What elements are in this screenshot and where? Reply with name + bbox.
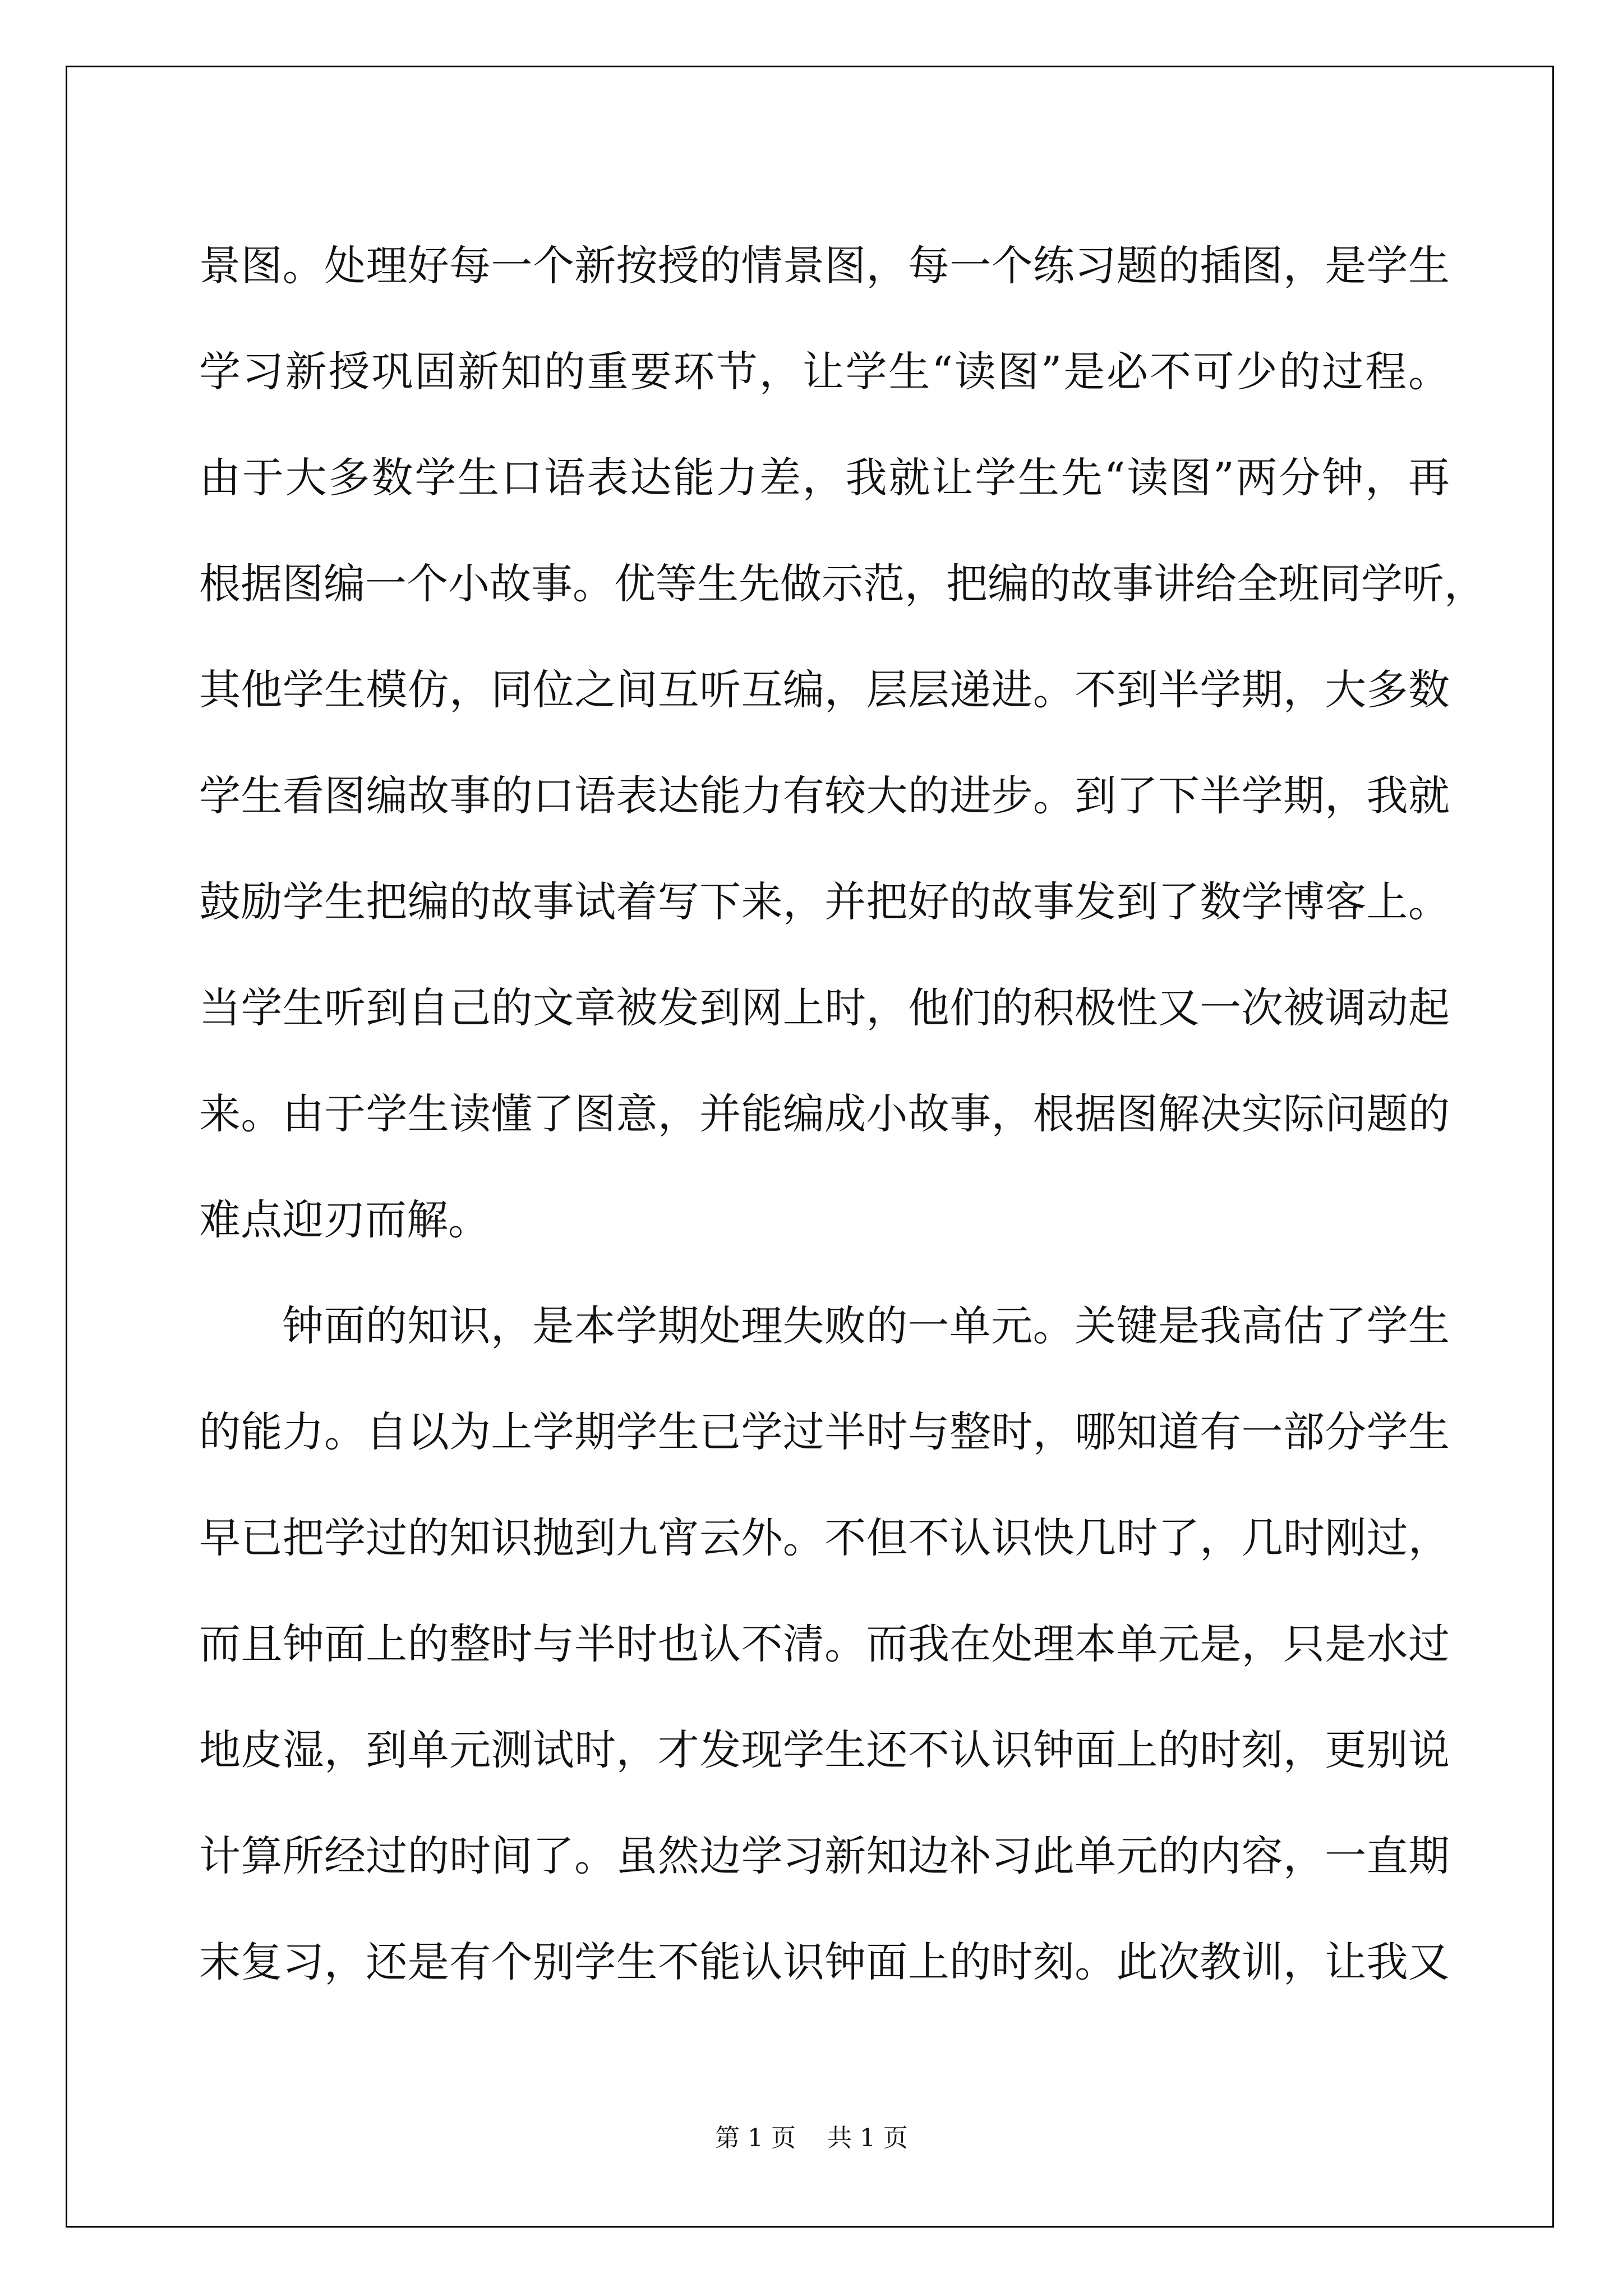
text-line: 景图。处理好每一个新按授的情景图，每一个练习题的插图，是学生: [199, 242, 1450, 290]
text-line: 由于大多数学生口语表达能力差，我就让学生先“读图”两分钟，再: [199, 454, 1450, 502]
paragraph-first-line: 钟面的知识，是本学期处理失败的一单元。关键是我高估了学生: [282, 1302, 1450, 1350]
text-line: 计算所经过的时间了。虽然边学习新知边补习此单元的内容，一直期: [199, 1832, 1450, 1880]
text-line: 学生看图编故事的口语表达能力有较大的进步。到了下半学期，我就: [199, 772, 1450, 820]
text-line: 当学生听到自己的文章被发到网上时，他们的积极性又一次被调动起: [199, 984, 1450, 1032]
document-body: [199, 213, 1486, 2016]
text-line: 早已把学过的知识抛到九宵云外。不但不认识快几时了，几时刚过，: [199, 1514, 1450, 1562]
text-line: 来。由于学生读懂了图意，并能编成小故事，根据图解决实际问题的: [199, 1090, 1450, 1138]
text-line: 难点迎刃而解。: [199, 1196, 490, 1244]
text-line: 地皮湿，到单元测试时，才发现学生还不认识钟面上的时刻，更别说: [199, 1726, 1450, 1774]
text-line: 而且钟面上的整时与半时也认不清。而我在处理本单元是，只是水过: [199, 1620, 1450, 1668]
text-line: 鼓励学生把编的故事试着写下来，并把好的故事发到了数学博客上。: [199, 878, 1450, 926]
text-line: 根据图编一个小故事。优等生先做示范，把编的故事讲给全班同学听，: [199, 560, 1486, 608]
page-number-footer: 第 1 页 共 1 页: [715, 2124, 908, 2152]
text-line: 学习新授巩固新知的重要环节，让学生“读图”是必不可少的过程。: [199, 348, 1450, 396]
text-line: 的能力。自以为上学期学生已学过半时与整时，哪知道有一部分学生: [199, 1408, 1450, 1456]
text-line: 末复习，还是有个别学生不能认识钟面上的时刻。此次教训，让我又: [199, 1938, 1450, 1986]
text-line: 其他学生模仿，同位之间互听互编，层层递进。不到半学期，大多数: [199, 666, 1450, 714]
